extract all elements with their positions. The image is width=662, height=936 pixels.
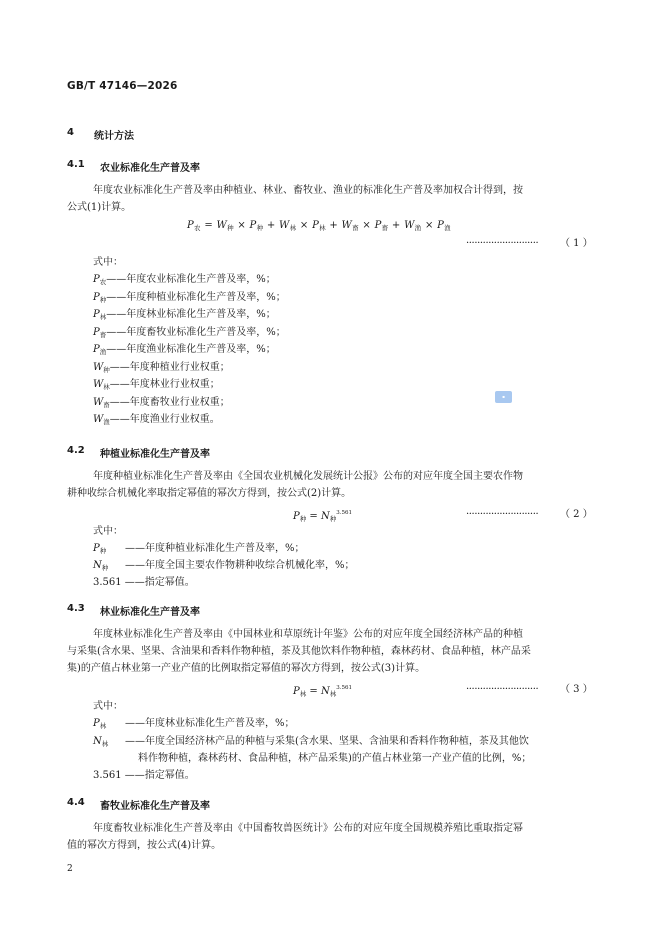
formula-number: （ 3 ） — [560, 684, 593, 695]
definition-item: $P_渔——$年度渔业标准化生产普及率，%； — [93, 344, 276, 356]
definition-text: ——年度农业标准化生产普及率，%； — [106, 274, 276, 285]
definition-item: $W_渔——$年度渔业行业权重。 — [93, 414, 220, 426]
definition-text: ——年度畜牧业行业权重； — [109, 396, 230, 408]
subsection-number: 4.3 — [67, 603, 85, 614]
subsection-title: 畜牧业标准化生产普及率 — [100, 801, 210, 812]
definition-item: 3.561 ——指定幂值。 — [93, 770, 195, 781]
definition-text: 料作物种植，森林药材、食品种植，林产品采集)的产值占林业第一产业产值的比例，%； — [138, 753, 532, 764]
paragraph-line: 年度畜牧业标准化生产普及率由《中国畜牧兽医统计》公布的对应年度全国规模养殖比重取指定幂 — [93, 823, 523, 834]
subsection-heading-4-4 — [67, 797, 317, 811]
definition-item: $P_畜——$年度畜牧业标准化生产普及率，%； — [93, 326, 286, 339]
paragraph-line: 耕种收综合机械化率取指定幂值的幂次方得到，按公式(2)计算。 — [67, 488, 352, 499]
formula-1: $P_农 = W_种 \times P_种 + W_林 \times P_林 + W_畜 \times P_畜 + W_渔 \times P_渔$ — [187, 220, 451, 232]
section-title: 统计方法 — [94, 131, 134, 142]
definition-text: ——年度渔业标准化生产普及率，%； — [106, 344, 276, 355]
paragraph-line: 年度种植业标准化生产普及率由《全国农业机械化发展统计公报》公布的对应年度全国主要农作物 — [93, 471, 523, 482]
subsection-heading-4-3 — [67, 603, 317, 617]
subsection-heading-4-1 — [67, 159, 317, 173]
definition-item: $P_林$ — [93, 718, 107, 730]
definition-text: ——年度畜牧业标准化生产普及率，%； — [106, 326, 286, 338]
definition-text: ——年度全国主要农作物耕种收综合机械化率，%； — [125, 560, 355, 571]
definition-item: $N_林$ — [93, 736, 109, 748]
definition-item: $P_种——$年度种植业标准化生产普及率，%； — [93, 291, 286, 304]
where-label: 式中： — [93, 257, 123, 268]
subsection-number: 4.4 — [67, 797, 85, 808]
definition-text: ——年度全国经济林产品的种植与采集(含水果、坚果、含油果和香料作物种植，茶及其他饮 — [125, 736, 529, 747]
formula-leader-dots: ·························· — [466, 684, 539, 695]
paragraph-line: 年度林业标准化生产普及率由《中国林业和草原统计年鉴》公布的对应年度全国经济林产品的种植 — [93, 629, 523, 640]
subsection-title: 林业标准化生产普及率 — [100, 607, 200, 618]
paragraph-line: 值的幂次方得到，按公式(4)计算。 — [67, 840, 222, 851]
definition-item: $W_林——$年度林业行业权重； — [93, 379, 220, 391]
paragraph-line: 集)的产值占林业第一产业产值的比例取指定幂值的幂次方得到，按公式(3)计算。 — [67, 663, 426, 674]
standard-number: GB/T 47146—2026 — [67, 80, 178, 92]
definition-text: ——年度渔业行业权重。 — [109, 414, 220, 425]
definition-item: $W_畜——$年度畜牧业行业权重； — [93, 396, 230, 409]
definition-list — [93, 272, 286, 430]
definition-text: ——年度林业标准化生产普及率，%； — [125, 718, 295, 729]
where-label: 式中： — [93, 701, 123, 712]
formula-number: （ 2 ） — [560, 509, 593, 520]
subsection-number: 4.2 — [67, 445, 85, 456]
page-number: 2 — [67, 864, 73, 874]
section-heading — [67, 127, 267, 141]
where-label: 式中： — [93, 526, 123, 537]
definition-text: ——年度种植业标准化生产普及率，%； — [106, 291, 286, 303]
definition-item: 3.561 ——指定幂值。 — [93, 577, 195, 588]
definition-item: $P_林——$年度林业标准化生产普及率，%； — [93, 309, 276, 321]
definition-item: $P_农——$年度农业标准化生产普及率，%； — [93, 274, 276, 286]
paragraph-line: 年度农业标准化生产普及率由种植业、林业、畜牧业、渔业的标准化生产普及率加权合计得到，按 — [93, 185, 523, 196]
subsection-title: 农业标准化生产普及率 — [100, 163, 200, 174]
paragraph-line: 与采集(含水果、坚果、含油果和香料作物种植，茶及其他饮料作物种植，森林药材、食品种植，林产品采 — [67, 646, 531, 657]
definition-item: $P_种$ — [93, 543, 107, 555]
definition-item: $W_种——$年度种植业行业权重； — [93, 361, 230, 374]
definition-text: ——年度林业行业权重； — [109, 379, 220, 390]
formula-number: （ 1 ） — [560, 238, 593, 249]
definition-text: ——年度林业标准化生产普及率，%； — [106, 309, 276, 320]
formula-leader-dots: ·························· — [466, 509, 539, 520]
subsection-title: 种植业标准化生产普及率 — [100, 449, 210, 460]
definition-item: $N_种$ — [93, 560, 109, 572]
subsection-heading-4-2 — [67, 445, 317, 459]
formula-leader-dots: ·························· — [466, 238, 539, 249]
subsection-number: 4.1 — [67, 159, 85, 170]
paragraph-line: 公式(1)计算。 — [67, 202, 132, 213]
formula-3: $P_林 = N_林^{3.561}$ — [293, 685, 352, 698]
definition-text: ——年度种植业标准化生产普及率，%； — [125, 543, 305, 554]
section-number: 4 — [67, 127, 74, 138]
margin-mark-icon: ▪ — [495, 391, 512, 403]
definition-text: ——年度种植业行业权重； — [109, 361, 230, 373]
formula-2: $P_种 = N_种^{3.561}$ — [293, 510, 352, 523]
